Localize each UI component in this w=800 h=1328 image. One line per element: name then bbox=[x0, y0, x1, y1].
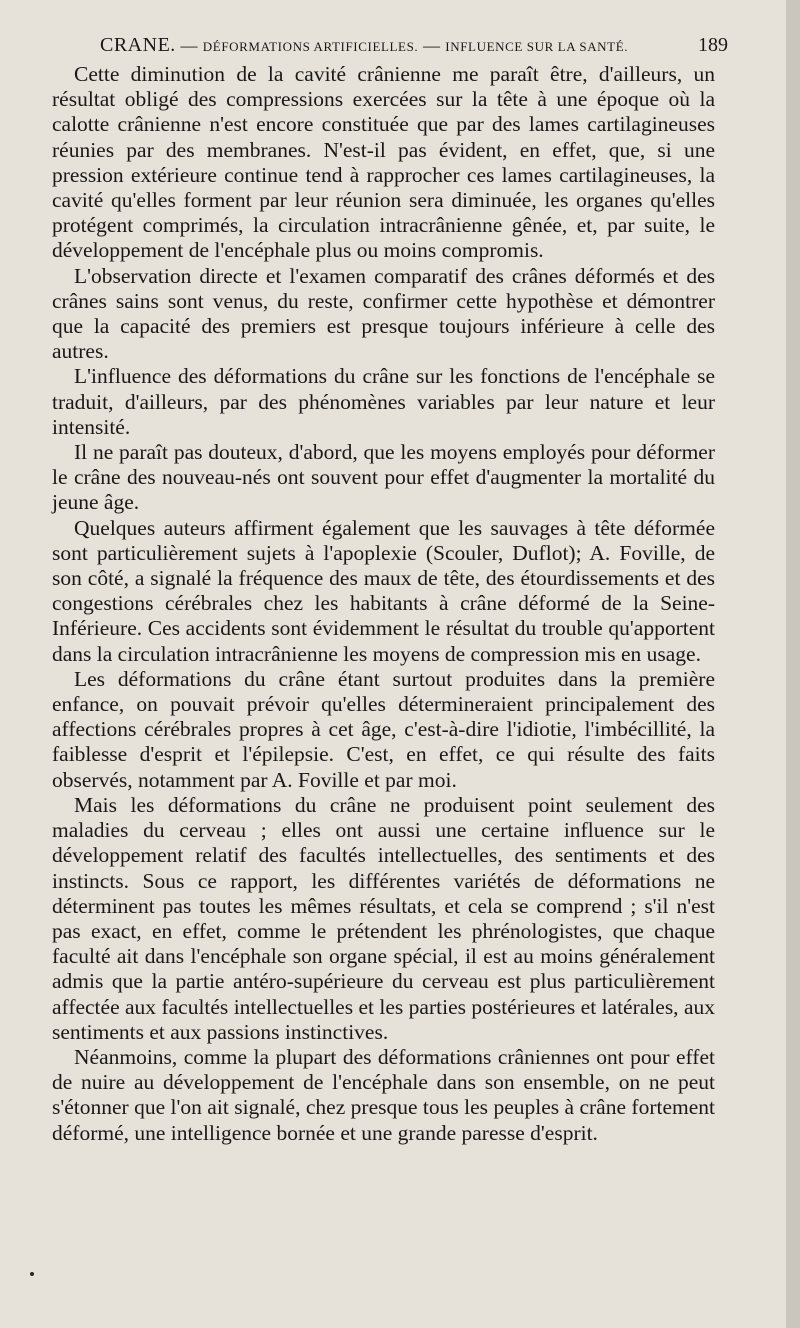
paragraph: L'influence des déformations du crâne sur les fonctions de l'encéphale se traduit, d'ailleurs, par des phénomènes variables par leur nature et leur intensité. bbox=[52, 364, 715, 439]
paragraph: Cette diminution de la cavité crânienne me paraît être, d'ailleurs, un résultat obligé des compressions exercées sur la tête à une époque où la calotte crânienne n'est encore constituée que par des lames cartilagineuses réunies par des membranes. N'est-il pas évident, en effet, que, si une pression extérieure continue tend à rapprocher ces lames cartilagineuses, la cavité qu'elles forment par leur réunion sera diminuée, les organes qu'elles protégent comprimés, la circulation intracrânienne gênée, et, par suite, le développement de l'encéphale plus ou moins compromis. bbox=[52, 62, 715, 263]
paragraph: Il ne paraît pas douteux, d'abord, que les moyens employés pour déformer le crâne des nouveau-nés ont souvent pour effet d'augmenter la mortalité du jeune âge. bbox=[52, 440, 715, 515]
paragraph: L'observation directe et l'examen comparatif des crânes déformés et des crânes sains sont venus, du reste, confirmer cette hypothèse et démontrer que la capacité des premiers est presque toujours inférieure à celle des autres. bbox=[52, 263, 715, 364]
header-section-deformations: DÉFORMATIONS ARTIFICIELLES. bbox=[202, 39, 419, 54]
header-separator: — bbox=[175, 36, 203, 55]
paragraph: Quelques auteurs affirment également que les sauvages à tête déformée sont particulièrement sujets à l'apoplexie (Scouler, Duflot); A. Foville, de son côté, a signalé la fréquence des maux de tête, des étourdissements et des congestions cérébrales chez les habitants à crâne déformé de la Seine-Inférieure. Ces accidents sont évidemment le résultat du trouble qu'apportent dans la circulation intracrânienne les moyens de compression mis en usage. bbox=[52, 515, 715, 666]
paragraph: Les déformations du crâne étant surtout produites dans la première enfance, on pouvait prévoir qu'elles détermineraient principalement des affections cérébrales propres à cet âge, c'est-à-dire l'idiotie, l'imbécillité, la faiblesse d'esprit et l'épilepsie. C'est, en effet, ce qui résulte des faits observés, notamment par A. Foville et par moi. bbox=[52, 666, 715, 792]
body-text bbox=[52, 62, 715, 1146]
page-number: 189 bbox=[698, 34, 728, 56]
paragraph: Néanmoins, comme la plupart des déformations crâniennes ont pour effet de nuire au développement de l'encéphale dans son ensemble, on ne peut s'étonner que l'on ait signalé, chez presque tous les peuples à crâne fortement déformé, une intelligence bornée et une grande paresse d'esprit. bbox=[52, 1044, 715, 1145]
header-section-influence: INFLUENCE SUR LA SANTÉ. bbox=[445, 39, 629, 54]
ink-speck bbox=[30, 1272, 34, 1276]
header-title: CRANE. bbox=[100, 34, 176, 56]
header-separator: — bbox=[418, 36, 446, 55]
running-header bbox=[52, 30, 728, 60]
running-title bbox=[100, 30, 628, 62]
paragraph: Mais les déformations du crâne ne produisent point seulement des maladies du cerveau ; elles ont aussi une certaine influence sur le développement relatif des facultés intellectuelles, des sentiments et des instincts. Sous ce rapport, les différentes variétés de déformations ne déterminent pas toutes les mêmes résultats, et cela se comprend ; s'il n'est pas exact, en effet, comme le prétendent les phrénologistes, que chaque faculté ait dans l'encéphale son organe spécial, il est au moins généralement admis que la partie antéro-supérieure du cerveau est plus particulièrement affectée aux facultés intellectuelles et les parties postérieures et latérales, aux sentiments et aux passions instinctives. bbox=[52, 792, 715, 1044]
page-gutter-shadow bbox=[786, 0, 800, 1328]
